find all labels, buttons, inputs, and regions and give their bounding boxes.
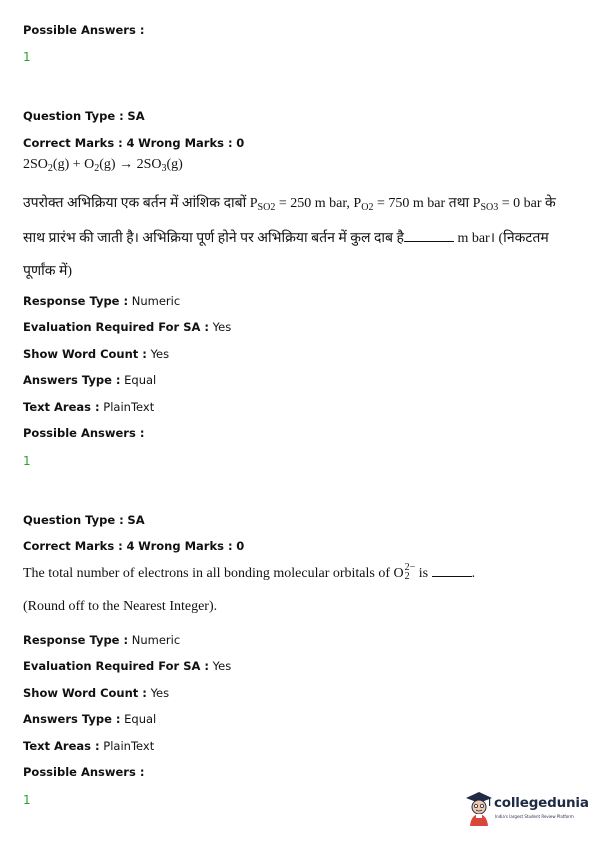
logo-wordmark: collegedunia bbox=[494, 795, 589, 811]
possible-answer-value: 1 bbox=[23, 454, 31, 468]
question-text-line-2: (Round off to the Nearest Integer). bbox=[23, 599, 218, 614]
response-type-row: Response Type : Numeric bbox=[23, 294, 181, 308]
possible-answers-label: Possible Answers : bbox=[23, 426, 145, 440]
response-type-row: Response Type : Numeric bbox=[23, 633, 181, 647]
answer-blank bbox=[432, 564, 472, 577]
question-text-line-3: पूर्णांक में) bbox=[23, 264, 72, 279]
show-word-count-row: Show Word Count : Yes bbox=[23, 347, 170, 361]
possible-answer-value: 1 bbox=[23, 793, 31, 807]
logo-tagline: India's largest Student Review Platform bbox=[495, 814, 574, 819]
collegedunia-logo bbox=[464, 790, 589, 830]
marks-row: Correct Marks : 4 Wrong Marks : 0 bbox=[23, 539, 245, 553]
reaction-equation: $2SO_2(g) + O_2(g) \to 2SO_3(g)$ bbox=[23, 157, 183, 174]
answers-type-row: Answers Type : Equal bbox=[23, 373, 157, 387]
answer-blank bbox=[404, 229, 454, 242]
answers-type-row: Answers Type : Equal bbox=[23, 712, 157, 726]
question-text-line-1: The total number of electrons in all bonding molecular orbitals of O 2− 2 is . bbox=[23, 562, 476, 582]
graduate-mascot-icon bbox=[464, 790, 494, 828]
marks-row: Correct Marks : 4 Wrong Marks : 0 bbox=[23, 136, 245, 150]
text-areas-row: Text Areas : PlainText bbox=[23, 400, 155, 414]
possible-answers-label: Possible Answers : bbox=[23, 23, 145, 37]
question-type-row: Question Type : SA bbox=[23, 513, 145, 527]
possible-answer-value: 1 bbox=[23, 50, 31, 64]
possible-answers-label: Possible Answers : bbox=[23, 765, 145, 779]
text-areas-row: Text Areas : PlainText bbox=[23, 739, 155, 753]
question-text-line-2: साथ प्रारंभ की जाती है। अभिक्रिया पूर्ण होने पर अभिक्रिया बर्तन में कुल दाब है m bar। (निकटतम bbox=[23, 231, 549, 246]
evaluation-required-row: Evaluation Required For SA : Yes bbox=[23, 320, 232, 334]
question-text-line-1: उपरोक्त अभिक्रिया एक बर्तन में आंशिक दाबों $P_{SO2} = 250$ m bar, $P_{O2} = 750$ m bar तथा $P_{SO3} = 0$ bar के bbox=[23, 196, 556, 213]
question-type-row: Question Type : SA bbox=[23, 109, 145, 123]
evaluation-required-row: Evaluation Required For SA : Yes bbox=[23, 659, 232, 673]
show-word-count-row: Show Word Count : Yes bbox=[23, 686, 170, 700]
